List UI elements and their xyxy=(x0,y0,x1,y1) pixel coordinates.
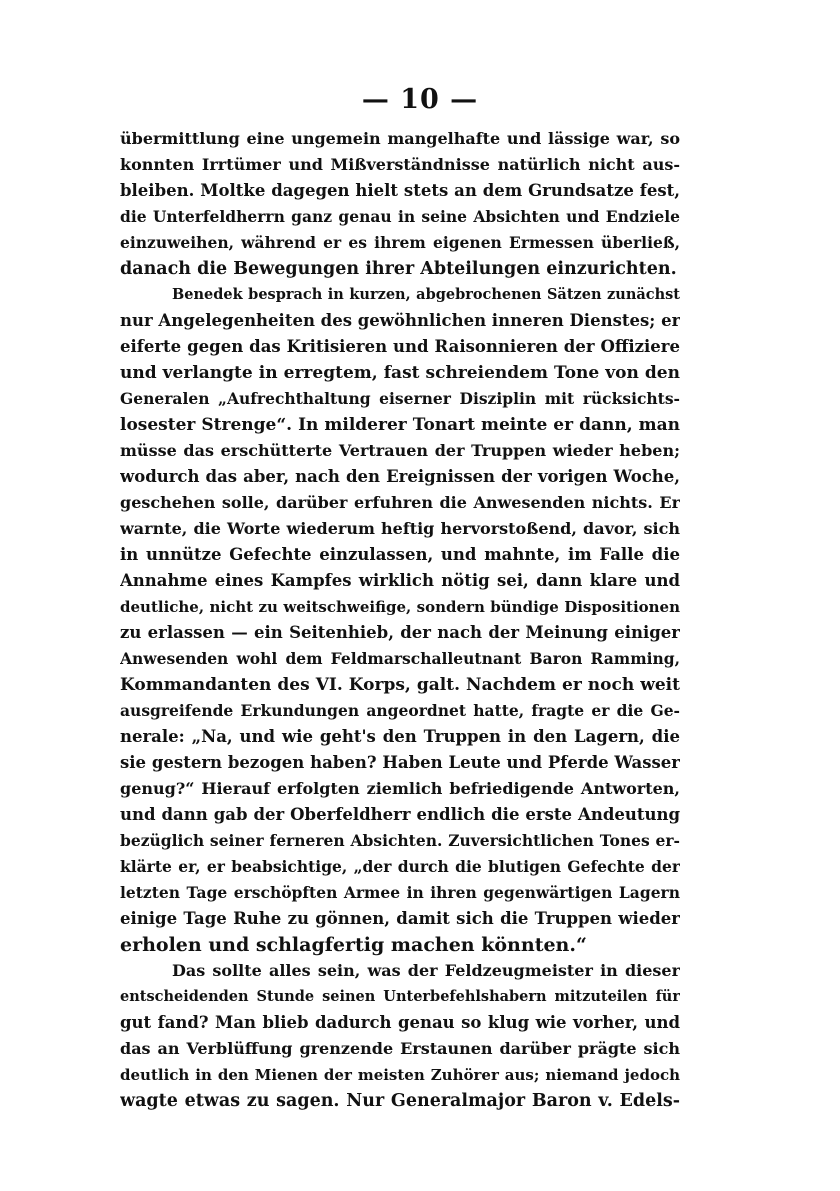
text-line: ausgreifende Erkundungen angeordnet hatte, fragte er die Ge- xyxy=(120,701,680,720)
page-number: — 10 — xyxy=(361,84,479,115)
text-line: nerale: „Na, und wie geht's den Truppen in den Lagern, die xyxy=(120,727,680,746)
text-line: konnten Irrtümer und Mißverständnisse natürlich nicht aus- xyxy=(120,155,680,174)
text-line: sie gestern bezogen haben? Haben Leute und Pferde Wasser xyxy=(120,753,680,772)
text-line: einzuweihen, während er es ihrem eigenen Ermessen überließ, xyxy=(120,233,680,252)
body-text xyxy=(120,126,680,1114)
text-line: losester Strenge“. In milderer Tonart meinte er dann, man xyxy=(120,415,680,435)
text-line: Anwesenden wohl dem Feldmarschalleutnant Baron Ramming, xyxy=(120,649,680,668)
text-line: die Unterfeldherrn ganz genau in seine Absichten und Endziele xyxy=(120,207,680,226)
text-line: nur Angelegenheiten des gewöhnlichen inneren Dienstes; er xyxy=(120,311,680,330)
text-line: eiferte gegen das Kritisieren und Raisonnieren der Offiziere xyxy=(120,337,680,356)
text-line: wodurch das aber, nach den Ereignissen der vorigen Woche, xyxy=(120,467,680,486)
text-line: Generalen „Aufrechthaltung eiserner Disziplin mit rücksichts- xyxy=(120,389,680,408)
text-line: deutlich in den Mienen der meisten Zuhörer aus; niemand jedoch xyxy=(120,1066,680,1084)
text-line: letzten Tage erschöpften Armee in ihren gegenwärtigen Lagern xyxy=(120,883,680,902)
text-line: und dann gab der Oberfeldherr endlich die erste Andeutung xyxy=(120,805,680,824)
text-line: bezüglich seiner ferneren Absichten. Zuversichtlichen Tones er- xyxy=(120,831,680,850)
text-line: warnte, die Worte wiederum heftig hervorstoßend, davor, sich xyxy=(120,519,680,538)
text-line: deutliche, nicht zu weitschweifige, sondern bündige Dispositionen xyxy=(120,598,680,616)
text-line: Kommandanten des VI. Korps, galt. Nachdem er noch weit xyxy=(120,675,680,695)
text-line: wagte etwas zu sagen. Nur Generalmajor Baron v. Edels- xyxy=(120,1091,680,1111)
text-line: geschehen solle, darüber erfuhren die Anwesenden nichts. Er xyxy=(120,493,680,512)
text-line: müsse das erschütterte Vertrauen der Truppen wieder heben; xyxy=(120,441,680,460)
text-line: zu erlassen — ein Seitenhieb, der nach der Meinung einiger xyxy=(120,623,680,642)
text-line: danach die Bewegungen ihrer Abteilungen einzurichten. xyxy=(120,259,677,279)
text-line: gut fand? Man blieb dadurch genau so klug wie vorher, und xyxy=(120,1013,680,1032)
text-line: und verlangte in erregtem, fast schreiendem Tone von den xyxy=(120,363,680,383)
text-line: einige Tage Ruhe zu gönnen, damit sich die Truppen wieder xyxy=(120,909,680,928)
text-line: Das sollte alles sein, was der Feldzeugmeister in dieser xyxy=(172,961,680,980)
text-line: Benedek besprach in kurzen, abgebrochenen Sätzen zunächst xyxy=(172,286,680,303)
text-line: das an Verblüffung grenzende Erstaunen darüber prägte sich xyxy=(120,1039,680,1058)
text-line: genug?“ Hierauf erfolgten ziemlich befriedigende Antworten, xyxy=(120,779,680,798)
text-line: übermittlung eine ungemein mangelhafte und lässige war, so xyxy=(120,129,680,148)
text-line: klärte er, er beabsichtige, „der durch die blutigen Gefechte der xyxy=(120,857,680,876)
text-line: erholen und schlagfertig machen könnten.“ xyxy=(120,934,587,956)
text-line: in unnütze Gefechte einzulassen, und mahnte, im Falle die xyxy=(120,545,680,564)
text-line: Annahme eines Kampfes wirklich nötig sei, dann klare und xyxy=(120,571,680,590)
text-line: bleiben. Moltke dagegen hielt stets an dem Grundsatze fest, xyxy=(120,181,680,200)
text-line: entscheidenden Stunde seinen Unterbefehlshabern mitzuteilen für xyxy=(120,988,680,1005)
